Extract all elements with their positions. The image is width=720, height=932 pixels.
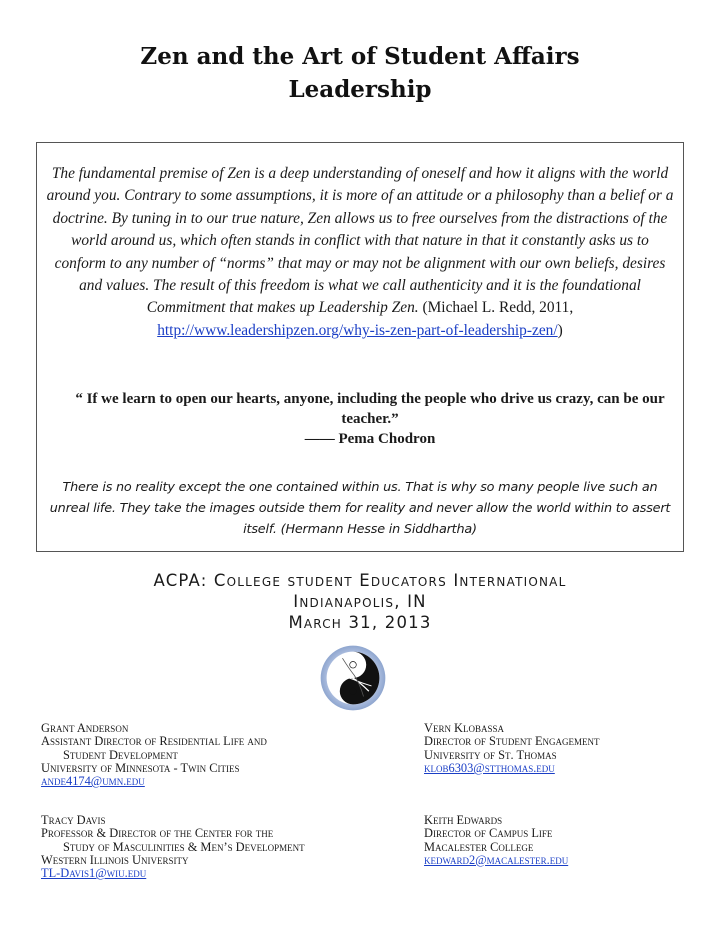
presenter-grant-anderson <box>41 722 267 788</box>
presenter-org: Macalester College <box>424 839 534 854</box>
premise-citation-prefix: (Michael L. Redd, 2011, <box>418 299 574 317</box>
presenter-email-link[interactable]: klob6303@stthomas.edu <box>424 760 555 775</box>
hesse-close: ) <box>472 522 477 537</box>
presenter-name: Keith Edwards <box>424 813 503 827</box>
leadershipzen-link[interactable]: http://www.leadershipzen.org/why-is-zen-part-of-leadership-zen/ <box>157 321 558 339</box>
presenter-org: University of Minnesota - Twin Cities <box>41 760 240 775</box>
hesse-quote <box>43 477 677 540</box>
presenter-title-cont: Student Development <box>63 747 178 762</box>
premise-text: The fundamental premise of Zen is a deep understanding of oneself and how it aligns with the world around you. Contrary to some assumptions, it is more of an attitude or a philosophy than a belief or a doctrine. By tuning in to our true nature, Zen allows us to free ourselves from the distractions of the world around us, which often stands in conflict with that nature in that it constantly asks us to conform to any number of “norms” that may or may not be alignment with our own beliefs, desires and values. The result of this freedom is what we call authenticity and it is the foundational Commitment that makes up Leadership Zen. <box>46 165 674 317</box>
zen-premise-paragraph <box>45 163 675 342</box>
title-line-2: Leadership <box>288 76 432 103</box>
hesse-text: There is no reality except the one contained within us. That is why so many people live such an unreal life. They take the images outside them for reality and never allow the world within to assert itself. (Hermann Hesse in <box>49 480 671 537</box>
conference-date: March 31, 2013 <box>288 613 432 632</box>
presenter-title: Professor & Director of the Center for the <box>41 826 274 841</box>
presenter-org: Western Illinois University <box>41 852 189 867</box>
yin-yang-swirl-icon <box>320 645 386 711</box>
conference-name: ACPA: College student Educators International <box>153 571 567 590</box>
conference-info <box>0 570 720 633</box>
presenter-vern-klobassa <box>424 722 600 775</box>
quote-text: “ If we learn to open our hearts, anyone, including the people who drive us crazy, can be our teacher.” <box>75 391 665 427</box>
presenter-email-link[interactable]: kedward2@macalester.edu <box>424 852 569 867</box>
conference-location: Indianapolis, IN <box>293 592 427 611</box>
presenter-name: Vern Klobassa <box>424 721 505 735</box>
quote-box <box>36 142 684 552</box>
presenter-name: Grant Anderson <box>41 721 129 735</box>
presenter-title: Director of Campus Life <box>424 826 553 841</box>
presenter-title-cont: Study of Masculinities & Men’s Development <box>63 839 305 854</box>
presenter-keith-edwards <box>424 814 568 867</box>
hesse-book-title: Siddhartha <box>403 522 473 537</box>
premise-citation-suffix: ) <box>557 321 563 339</box>
presenter-tracy-davis <box>41 814 305 880</box>
presenter-name: Tracy Davis <box>41 813 106 827</box>
presenter-email-link[interactable]: ande4174@umn.edu <box>41 774 145 789</box>
quote-author: —— Pema Chodron <box>304 431 436 447</box>
chodron-quote <box>67 389 673 449</box>
presenter-title: Director of Student Engagement <box>424 734 600 749</box>
presenter-org: University of St. Thomas <box>424 747 557 762</box>
presenter-title: Assistant Director of Residential Life and <box>41 734 267 749</box>
title-line-1: Zen and the Art of Student Affairs <box>140 43 580 70</box>
presenter-email-link[interactable]: TL-Davis1@wiu.edu <box>41 866 147 881</box>
page-title <box>0 40 720 106</box>
